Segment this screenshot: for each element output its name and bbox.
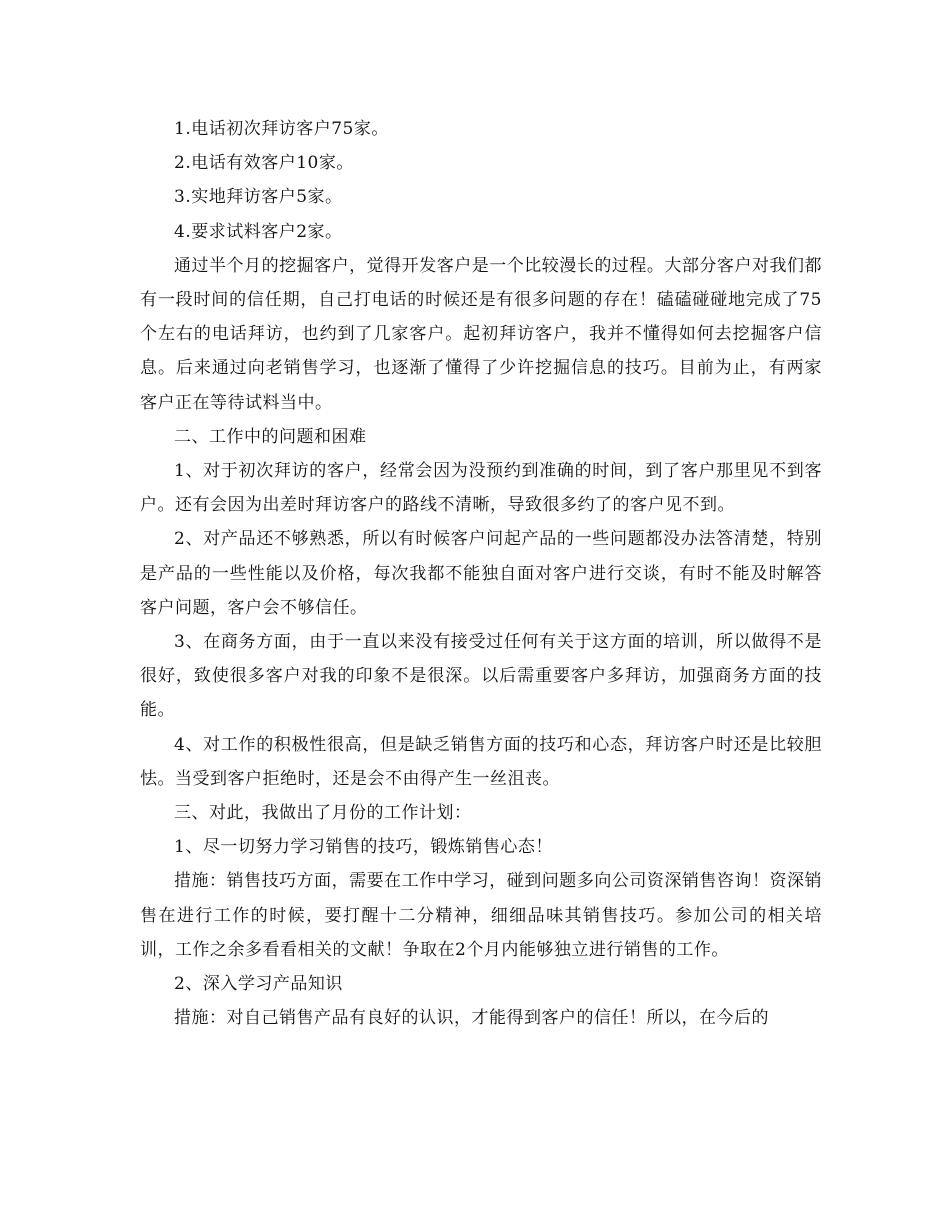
document-body [140,112,822,1035]
summary-paragraph: 通过半个月的挖掘客户，觉得开发客户是一个比较漫长的过程。大部分客户对我们都有一段时间的信任期，自己打电话的时候还是有很多问题的存在！磕磕碰碰地完成了75个左右的电话拜访，也约到了几家客户。起初拜访客户，我并不懂得如何去挖掘客户信息。后来通过向老销售学习，也逐渐了懂得了少许挖掘信息的技巧。目前为止，有两家客户正在等待试料当中。 [140,255,822,413]
stat-item-valid-clients: 2.电话有效客户10家。 [174,153,354,174]
section-heading-problems: 二、工作中的问题和困难 [174,426,367,447]
stat-item-phone-visits: 1.电话初次拜访客户75家。 [174,119,389,139]
problem-item-3: 3、在商务方面，由于一直以来没有接受过任何有关于这方面的培训，所以做得不是很好，致使很多客户对我的印象不是很深。以后需重要客户多拜访，加强商务方面的技能。 [140,632,822,721]
plan-measure-1: 措施：销售技巧方面，需要在工作中学习，碰到问题多向公司资深销售咨询！资深销售在进行工作的时候，要打醒十二分精神，细细品味其销售技巧。参加公司的相关培训，工作之余多看看相关的文献！争取在2个月内能够独立进行销售的工作。 [140,871,822,960]
stat-item-site-visits: 3.实地拜访客户5家。 [174,187,343,208]
plan-item-1: 1、尽一切努力学习销售的技巧，锻炼销售心态！ [174,837,553,858]
problem-item-2: 2、对产品还不够熟悉，所以有时候客户问起产品的一些问题都没办法答清楚，特别是产品的一些性能以及价格，每次我都不能独自面对客户进行交谈，有时不能及时解答客户问题，客户会不够信任。 [140,529,822,618]
problem-item-1: 1、对于初次拜访的客户，经常会因为没预约到准确的时间，到了客户那里见不到客户。还有会因为出差时拜访客户的路线不清晰，导致很多约了的客户见不到。 [140,461,822,516]
stat-item-trial-clients: 4.要求试料客户2家。 [174,221,343,242]
section-heading-plan: 三、对此，我做出了月份的工作计划： [174,803,472,824]
problem-item-4: 4、对工作的积极性很高，但是缺乏销售方面的技巧和心态，拜访客户时还是比较胆怯。当受到客户拒绝时，还是会不由得产生一丝沮丧。 [140,734,822,789]
plan-measure-2: 措施：对自己销售产品有良好的认识，才能得到客户的信任！所以，在今后的 [174,1008,769,1029]
plan-item-2: 2、深入学习产品知识 [174,974,343,995]
